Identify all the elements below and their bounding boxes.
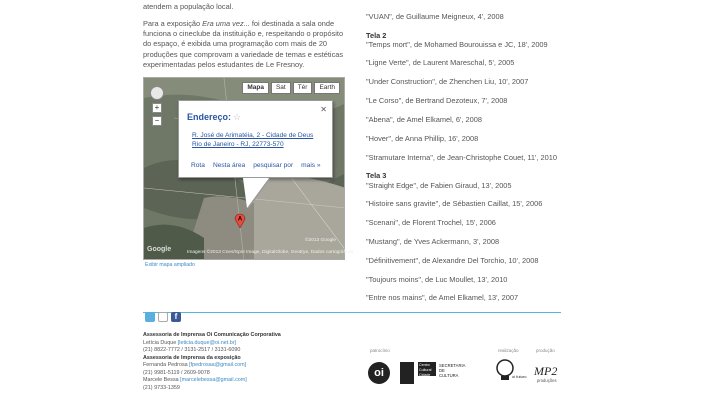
film-item: "Straight Edge", de Fabien Giraud, 13', 2005 (366, 181, 512, 190)
film-item: "Définitivement", de Alexandre Del Torchio, 10', 2008 (366, 256, 539, 265)
view-larger-map-link[interactable]: Exibir mapa ampliado (145, 262, 195, 268)
map-imagery-credit: Imagens ©2013 Cnes/Spot Image, DigitalGlobe, GeoEye, Dados cartográficos (187, 250, 354, 255)
film-item: "Le Corso", de Bertrand Dezoteux, 7', 2008 (366, 96, 508, 105)
close-icon[interactable]: ✕ (320, 105, 327, 114)
info-address-link[interactable]: R. José de Arimatéia, 2 - Cidade de Deus Rio de Janeiro - RJ, 22773-570 (192, 132, 314, 148)
film-item: "Hover", de Anna Phillip, 16', 2008 (366, 134, 479, 143)
mp2-subtitle: produções (537, 378, 557, 383)
sponsor-label: patrocínio (370, 348, 390, 353)
google-logo: Google (147, 246, 172, 253)
mp2-logo: MP2 (534, 364, 558, 378)
press-heading-exhibition: Assessoria de Imprensa da exposição (143, 354, 241, 361)
footer-divider (143, 312, 561, 313)
centro-cultural-logo: Centro Cultural Cidade de Deus (418, 362, 436, 376)
map-type-terrain[interactable]: Tér (293, 82, 313, 94)
map-info-window (178, 100, 333, 178)
map-type-sat[interactable]: Sat (271, 82, 291, 94)
map-marker-icon[interactable] (234, 212, 246, 228)
film-item: "Ligne Verte", de Laurent Mareschal, 5', 2005 (366, 58, 515, 67)
map-copyright: ©2013 Google (305, 238, 337, 243)
twitter-icon[interactable] (145, 312, 155, 322)
email-link[interactable]: [fpedrosaa@gmail.com] (189, 362, 247, 368)
film-item: "Toujours moins", de Luc Moullet, 13', 2010 (366, 275, 508, 284)
info-window-actions (191, 162, 321, 169)
facebook-icon[interactable]: f (171, 312, 181, 322)
svg-text:A: A (237, 216, 243, 223)
exhibition-title: Era uma vez... (202, 19, 250, 28)
info-window-pointer (243, 178, 269, 208)
film-item: "Under Construction", de Zhenchen Liu, 10', 2007 (366, 77, 529, 86)
film-item: "Mustang", de Yves Ackermann, 3', 2008 (366, 237, 500, 246)
film-item: "Entre nos mains", de Amel Elkamel, 13', 2007 (366, 293, 519, 302)
email-link[interactable]: [marcelebessa@gmail.com] (180, 377, 247, 383)
production-label: produção (536, 348, 555, 353)
map-pan-icon[interactable] (150, 86, 164, 100)
email-link[interactable]: [leticia.duque@oi.net.br] (177, 339, 236, 346)
film-item: "Stramutare Interna", de Jean-Christophe Couet, 11', 2010 (366, 153, 557, 162)
zoom-in-button[interactable]: + (152, 103, 162, 113)
film-item: "Temps mort", de Mohamed Bourouissa e JC, 18', 2009 (366, 40, 548, 49)
film-item: "Scenani", de Florent Trochel, 15', 2006 (366, 218, 496, 227)
screen-2-heading: Tela 2 (366, 31, 387, 40)
search-for-link[interactable]: pesquisar por (253, 162, 294, 169)
oi-futuro-text: oi futuro (512, 374, 527, 379)
screen-3-heading: Tela 3 (366, 171, 387, 180)
oi-logo: oi (368, 362, 390, 384)
more-link[interactable]: mais » (301, 162, 321, 169)
film-item: "Abena", de Amel Elkamel, 6', 2008 (366, 115, 482, 124)
press-contacts: Assessoria de Imprensa Oi Comunicação Corporativa Letícia Duque [leticia.duque@oi.net.br] (21) 8822-7772 / 3131-2517 / 3131-6090 Assessoria de Imprensa da exposição Fernanda Pedrosa [fpedrosaa@gmail.com] (21) 9981-5119 / 2609-9078 Marcele Bessa [marcelebessa@gmail.com] (21) 9733-1359 (143, 332, 343, 392)
map-type-earth[interactable]: Earth (314, 82, 340, 94)
map-type-mapa[interactable]: Mapa (242, 82, 269, 94)
realization-label: realização (498, 348, 519, 353)
map-type-controls (242, 82, 340, 94)
nearby-link[interactable]: Nesta área (212, 162, 246, 169)
route-link[interactable]: Rota (191, 162, 205, 169)
exhibition-paragraph: Para a exposição Era uma vez... foi destinada a sala onde funciona o cineclube da instituição e, respeitando o propósito do espaço, é exibida uma programação com mais de 20 produções que comprovam a variedade de temas e estéticas experimentadas pelos estudantes de Le Fresnoy. (143, 19, 344, 69)
social-links (145, 312, 181, 322)
info-window-title: Endereço: (187, 112, 232, 122)
zoom-out-button[interactable]: − (152, 116, 162, 126)
secretaria-cultura-logo: SECRETARIA DE CULTURA (439, 363, 466, 378)
intro-tail-text: atendem a população local. (143, 2, 234, 11)
map-zoom-control[interactable] (150, 86, 164, 126)
star-icon[interactable]: ☆ (233, 112, 242, 122)
film-item: "Histoire sans gravite", de Sébastien Caillat, 15', 2006 (366, 199, 543, 208)
oi-futuro-bulb-icon (494, 358, 516, 384)
rio-coat-of-arms-icon (400, 362, 414, 384)
press-heading-oi: Assessoria de Imprensa Oi Comunicação Corporativa (143, 332, 281, 338)
film-item: "VUAN", de Guillaume Meigneux, 4', 2008 (366, 12, 504, 21)
flickr-icon[interactable] (158, 312, 168, 322)
